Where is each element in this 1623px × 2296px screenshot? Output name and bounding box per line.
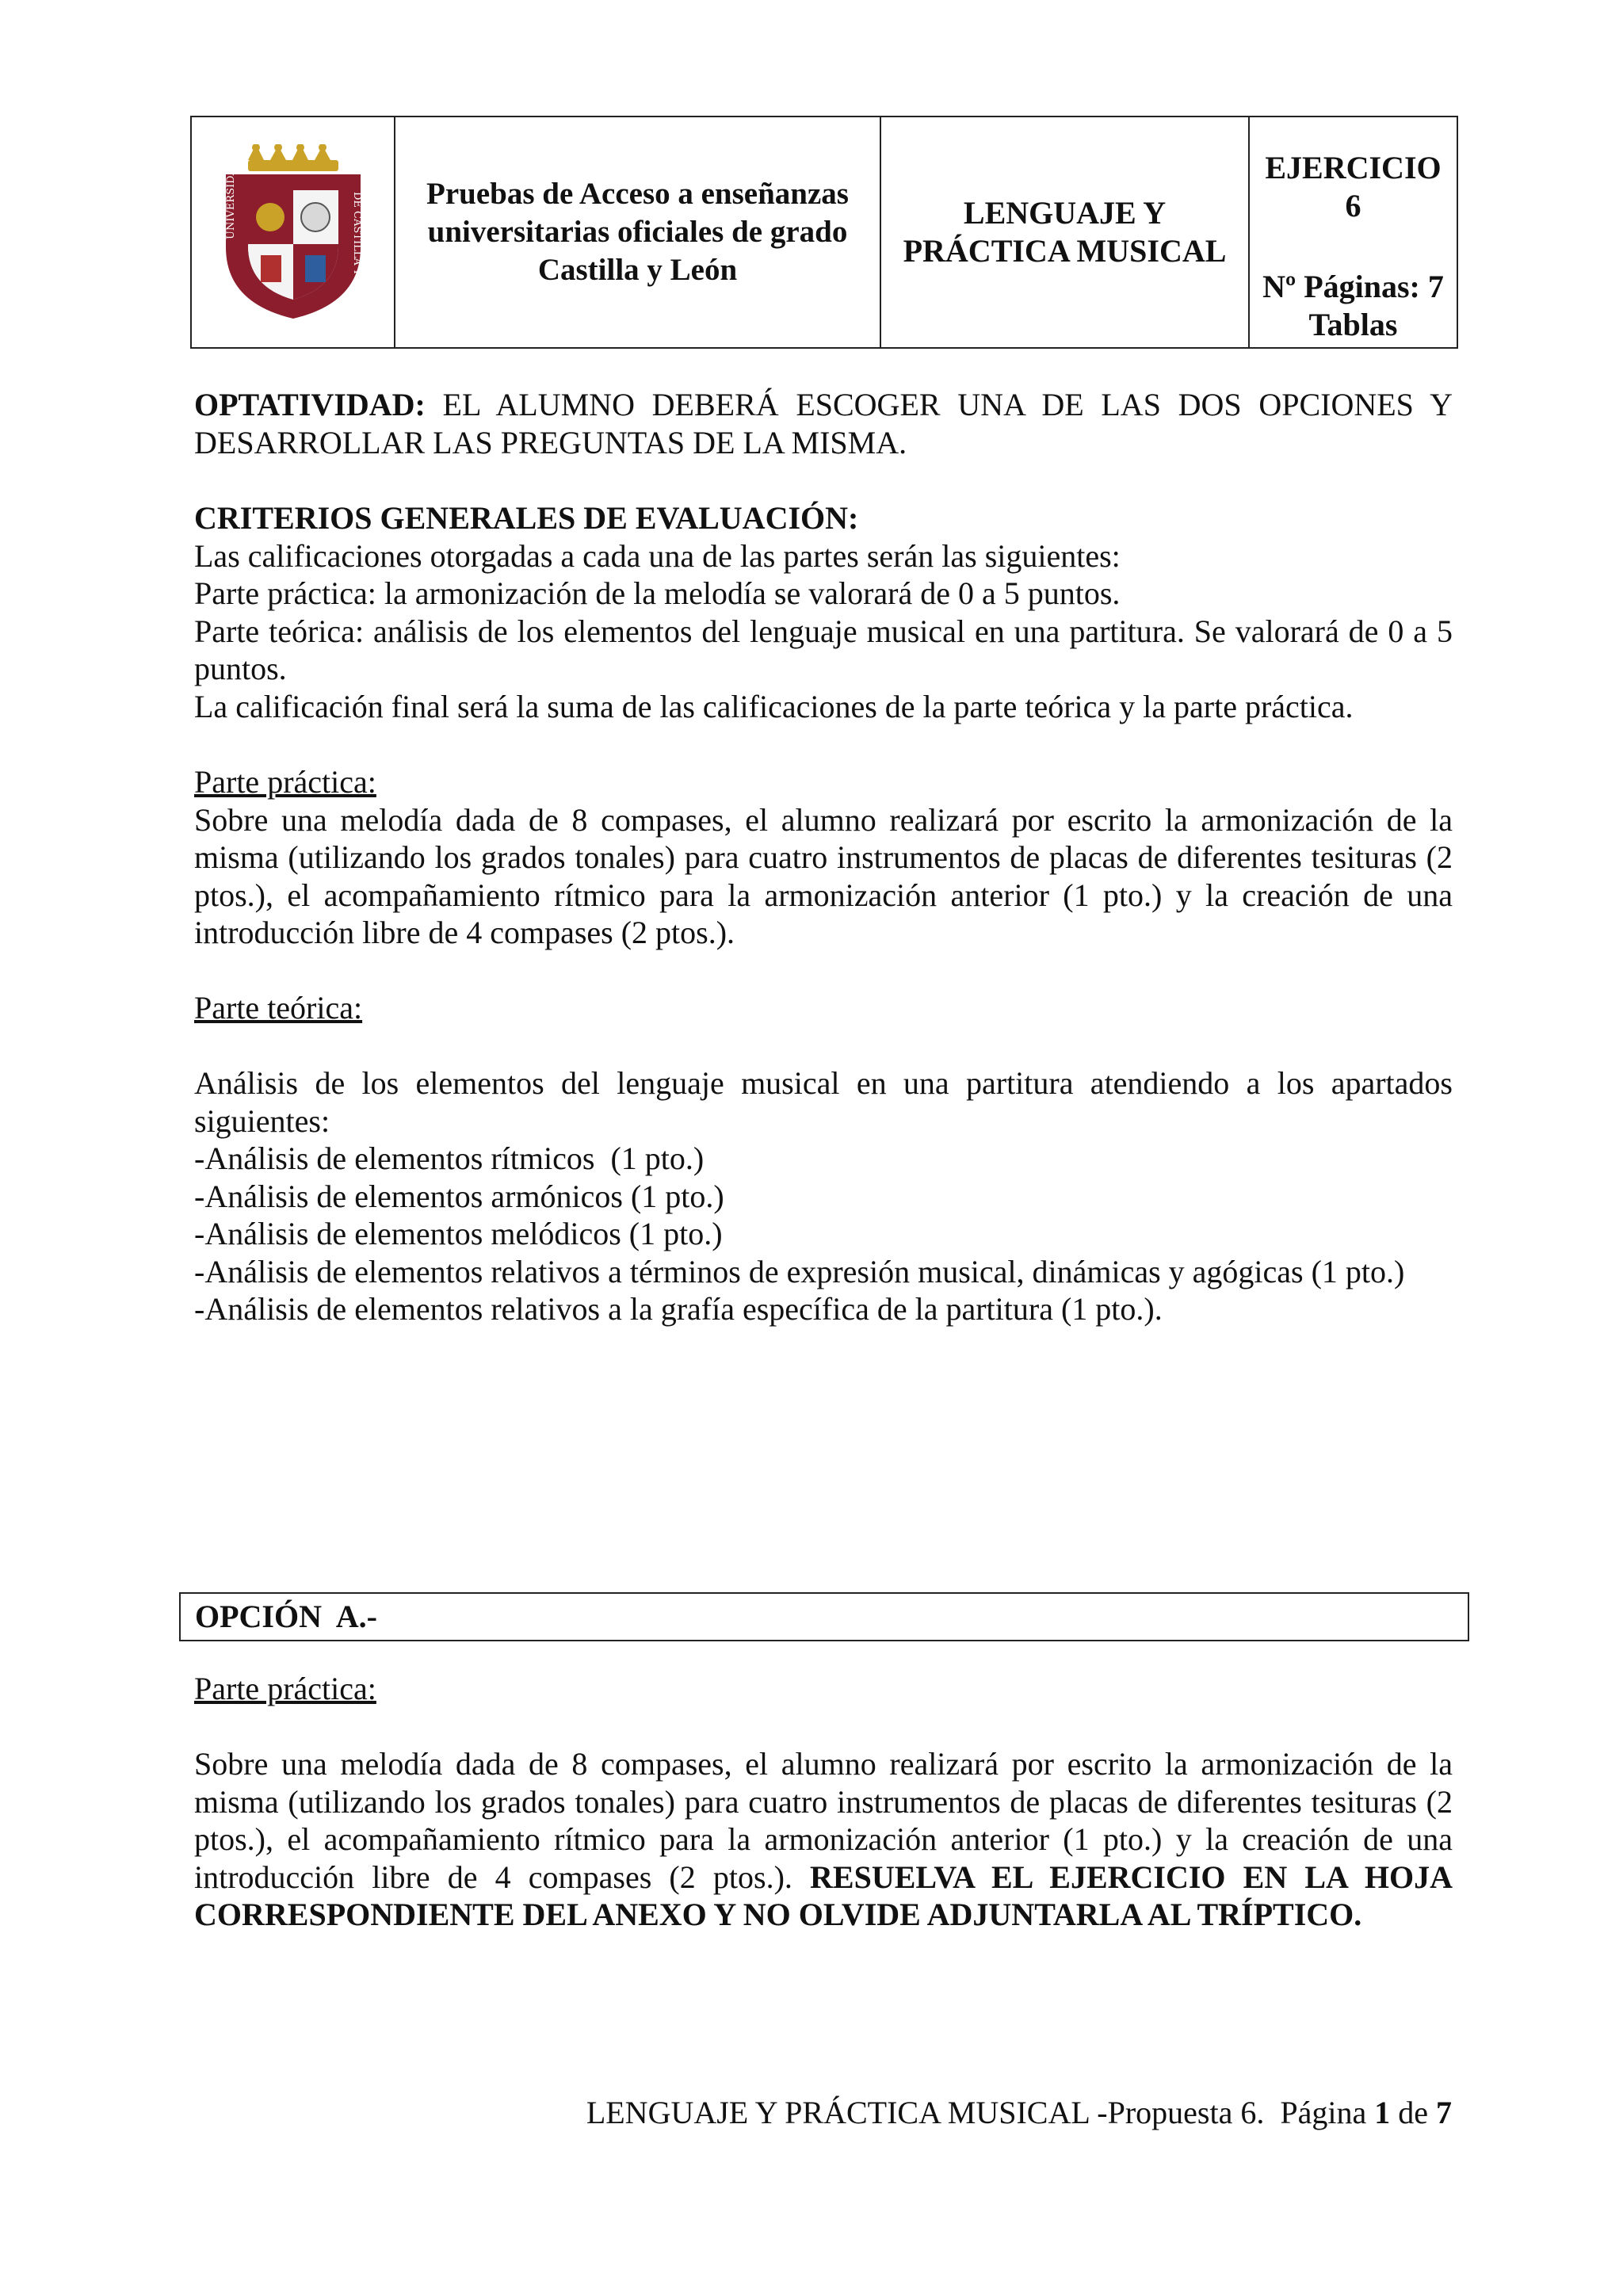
footer-prefix: LENGUAJE Y PRÁCTICA MUSICAL -Propuesta 6. Página	[586, 2095, 1367, 2130]
institution-line: Pruebas de Acceso a enseñanzas	[426, 177, 849, 211]
tables-label: Tablas	[1308, 307, 1398, 342]
list-item: -Análisis de elementos armónicos (1 pto.)	[194, 1178, 724, 1214]
parte-practica-block	[194, 763, 1453, 952]
optatividad-block	[194, 386, 1453, 461]
opcion-a-section-title	[194, 1670, 1453, 1708]
parte-teorica-block	[194, 1064, 1453, 1328]
exercise-cell	[1250, 117, 1457, 347]
list-item: -Análisis de elementos rítmicos (1 pto.)	[194, 1140, 705, 1176]
parte-teorica-title-text: Parte teórica:	[194, 990, 363, 1026]
parte-teorica-intro: Análisis de los elementos del lenguaje musical en una partitura atendiendo a los apartados siguientes:	[194, 1065, 1453, 1139]
subject-cell	[881, 117, 1250, 347]
footer-page-number: 1	[1374, 2095, 1391, 2130]
university-seal-icon	[220, 144, 367, 320]
exercise-number: 6	[1345, 188, 1361, 223]
optatividad-label: OPTATIVIDAD:	[194, 387, 426, 422]
seal-cell	[192, 117, 395, 347]
opcion-a-instruction: RESUELVA EL EJERCICIO EN LA HOJA CORRESPONDIENTE DEL ANEXO Y NO OLVIDE ADJUNTARLA AL TRÍPTICO.	[194, 1859, 1453, 1932]
parte-teorica-title	[194, 989, 1453, 1027]
page-footer	[586, 2094, 1452, 2132]
header-table	[190, 116, 1458, 349]
list-item: -Análisis de elementos relativos a la grafía específica de la partitura (1 pto.).	[194, 1291, 1163, 1327]
opcion-a-title: OPCIÓN A.-	[195, 1599, 377, 1634]
institution-cell	[395, 117, 881, 347]
svg-text:DE CASTILLA Y LEÓN: DE CASTILLA Y LEÓN	[350, 192, 363, 311]
list-item: -Análisis de elementos melódicos (1 pto.)	[194, 1216, 723, 1251]
criterios-line: La calificación final será la suma de las calificaciones de la parte teórica y la parte práctica.	[194, 688, 1354, 724]
opcion-a-block	[194, 1745, 1453, 1934]
criterios-line: Parte teórica: análisis de los elementos del lenguaje musical en una partitura. Se valorará de 0 a 5 puntos.	[194, 613, 1453, 686]
pages-label: Nº Páginas: 7	[1262, 269, 1444, 304]
criterios-block	[194, 499, 1453, 725]
list-item: -Análisis de elementos relativos a términos de expresión musical, dinámicas y agógicas (1 pto.)	[194, 1253, 1405, 1289]
optatividad-line-2: DESARROLLAR LAS PREGUNTAS DE LA MISMA.	[194, 424, 907, 460]
criterios-title: CRITERIOS GENERALES DE EVALUACIÓN:	[194, 500, 859, 536]
institution-line: universitarias oficiales de grado	[427, 215, 848, 249]
parte-practica-text: Sobre una melodía dada de 8 compases, el alumno realizará por escrito la armonización de la misma (utilizando los grados tonales) para cuatro instrumentos de placas de diferentes tesituras (2 ptos.), el acompañamiento rítmico para la armonización anterior (1 pto.) y la creación de una introducción libre de 4 compases (2 ptos.).	[194, 801, 1453, 950]
subject-line: LENGUAJE Y	[963, 195, 1167, 231]
footer-of: de	[1398, 2095, 1428, 2130]
optatividad-line	[194, 386, 1453, 424]
institution-line: Castilla y León	[537, 253, 738, 287]
svg-text:UNIVERSIDADES: UNIVERSIDADES	[224, 145, 237, 239]
parte-practica-title: Parte práctica:	[194, 764, 376, 800]
exercise-label: EJERCICIO	[1265, 150, 1442, 185]
opcion-a-section-title-text: Parte práctica:	[194, 1671, 376, 1706]
opcion-a-text: Sobre una melodía dada de 8 compases, el alumno realizará por escrito la armonización de la misma (utilizando los grados tonales) para cuatro instrumentos de placas de diferentes tesituras (2 ptos.), el acompañamiento rítmico para la armonización anterior (1 pto.) y la creación de una introducción libre de 4 compases (2 ptos.).	[194, 1746, 1453, 1895]
subject-line: PRÁCTICA MUSICAL	[903, 233, 1227, 269]
criterios-line: Parte práctica: la armonización de la melodía se valorará de 0 a 5 puntos.	[194, 575, 1121, 611]
footer-total-pages: 7	[1436, 2095, 1452, 2130]
opcion-a-box	[179, 1592, 1469, 1641]
optatividad-text: EL ALUMNO DEBERÁ ESCOGER UNA DE LAS DOS OPCIONES Y	[442, 387, 1453, 422]
criterios-line: Las calificaciones otorgadas a cada una de las partes serán las siguientes:	[194, 537, 1121, 574]
